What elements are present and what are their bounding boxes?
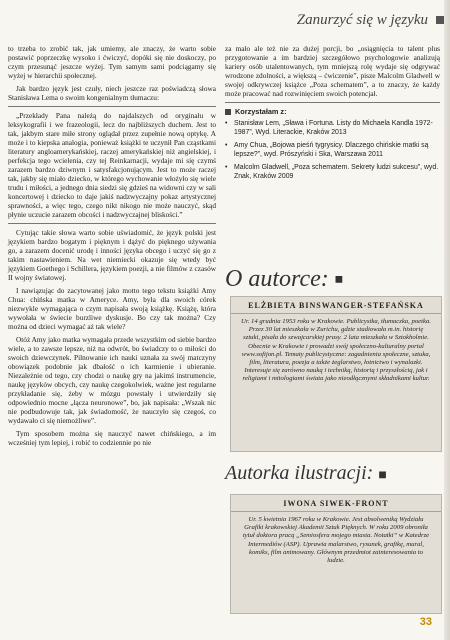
author-name: ELŻBIETA BINSWANGER-STEFAŃSKA [231, 297, 441, 314]
illustrator-bio-box [230, 494, 442, 614]
illustrator-bio: Ur. 5 kwietnia 1967 roku w Krakowie. Jest absolwentką Wydziału Grafiki krakowskiej Akademii Sztuk Pięknych. W roku 2009 obroniła tytuł doktora pracą „Semiosfera mojego miasta. Notatki” w Katedrze Intermediów (ASP). Uprawia malarstwo, rysunek, grafikę, mural, komiks, film animowany. Głównym przedmiot zainteresowania to ludzie. [242, 516, 430, 565]
heading-marker-icon: ■ [334, 272, 344, 288]
illustrator-name: IWONA SIWEK-FRONT [231, 495, 441, 512]
author-heading [225, 266, 440, 296]
left-column [8, 44, 216, 451]
left-paragraph-6: Tym sposobem można się nauczyć nawet chińskiego, a im wcześniej tym lepiej, i robić to codziennie po nie [8, 429, 216, 447]
sources-label: Korzystałam z: [235, 107, 287, 116]
source-item: • Stanisław Lem, „Sława i Fortuna. Listy do Michaela Kandla 1972-1987”, Wyd. Literackie, Kraków 2013 [225, 120, 440, 137]
quote-divider-top [8, 106, 216, 107]
page-edge [444, 0, 450, 640]
section-header [218, 6, 444, 34]
source-item: • Amy Chua, „Bojowa pieśń tygrysicy. Dlaczego chińskie matki są lepsze?”, wyd. Prószyński i Ska, Warszawa 2011 [225, 142, 440, 159]
left-paragraph-2: Jak bardzo język jest czuły, niech jeszcze raz poświadczą słowa Stanisława Lema o swoim kongenialnym tłumaczu: [8, 84, 216, 102]
illustrator-heading [225, 462, 440, 492]
quote-divider-bottom [8, 223, 216, 224]
illustrator-heading-text: Autorka ilustracji: [225, 462, 374, 484]
sources-marker-icon [225, 109, 231, 115]
right-paragraph-1: za mało ale też nie za dużej porcji, bo „osiągnięcia to talent plus przygotowanie a im bardziej szczegółowo psychologowie analizują kariery osób utalentowanych, tym mniejszą rolę wydaje się odgrywać wrodzone zdolności, a większą – ćwiczenie”, pisze Malcolm Gladwell w swojej odkrywczej książce „Poza schematem”, a to znaczy, że każdy może pracować nad rozwinięciem swoich potencjał. [225, 44, 440, 98]
section-title: Zanurzyć się w języku [296, 11, 428, 28]
heading-marker-icon: ■ [378, 468, 387, 483]
page-number: 33 [419, 616, 432, 628]
lem-quote: „Przekłady Pana należą do najdalszych od oryginału w leksykografii i we frazeologii, lecz do najbliższych duchem. Jest to tak, jakbym stare miłe strony oglądał przez zupełnie nową optykę. A może i to kiepska analogia, ponieważ książki te uczynił Pan cząstkami literatury angloamerykańskiej, raczej amerykańskiej niż angielskiej, i perfekcja tego wcielenia, czy tej Reinkarnacji, wydaje mi się czymś zarazem bardzo dziwnym i satysfakcjonującym. Jest to może raczej tak, jakby się miało dziecko, w którego wychowanie włożyło się wiele trudu i miłości, a jednego dnia siedzi się gdzieś na widowni czy w sali koncertowej i dziecko to daje jakiś nadzwyczajny pokaz artystycznej sprawności, a więc tego, czego nikt nikogo nie może nauczyć, skąd płynie uczucie zarazem obcości i nadzwyczajnej bliskości.” [8, 111, 216, 219]
section-marker-icon [436, 16, 444, 24]
left-paragraph-4: I nawiązując do zacytowanej jako motto tego tekstu książki Amy Chua: chińska matka w Ameryce. Amy, była dla swoich córek niezwykle wymagająca o czym napisała swoją książkę. Książę, która wywołała w świecie burzliwe dyskusje. Bo czy tak można? Czy można od dzieci wymagać aż tak wiele? [8, 286, 216, 331]
left-paragraph-5: Otóż Amy jako matka wymagała przede wszystkim od siebie bardzo wiele, a to zawsze lepsze, niż na odwrót, bo świadczy to o miłości do swoich dziewczynek. Pilnowanie ich nauki uznała za swój matczyny obowiązek podobnie jak dbałość o ich karmienie i ubieranie. Niezależnie od tego, czy chodzi o naukę gry na jakimś instrumencie, naukę języków obcych, czy naukę czegokolwiek, ważne jest regularne przykładanie się, żeby w mózgu powstały i utwierdziły się odpowiednio mocne „łącza neuronowe”, bo, jak napisała: „Wszak nic nie podbudowuje tak, jak świadomość, że nauczyło się czegoś, co wydawało ci się niemożliwe”. [8, 335, 216, 425]
left-paragraph-3: Cytując takie słowa warto sobie uświadomić, że język polski jest językiem bardzo bogatym i pięknym i dążyć do pięknego używania go, a zarazem docenić urodę i inności języka obcego i uczyć się go z takim nastawieniem. Na wet niemiecki okazuje się wtedy być językiem Goethego i Schillera, językiem poezji, a nie filmów z czasów II wojny światowej. [8, 228, 216, 282]
author-bio: Ur. 14 grudnia 1953 roku w Krakowie. Publicystka, tłumaczka, poetka. Przez 30 lat mieszkała w Zurichu, gdzie studiowała m.in. historię sztuki, pisała do szwajcarskiej prasy. 2 lata mieszkała w Sztokholmie. Obecnie w Krakowie i prowadzi swój społeczno-kulturalny portal www.sofijon.pl. Tematy publicystyczne: zagadnienia społeczne, sztuka, film, literatura, poezja a także żeglarstwo, łotnictwo i wynalazki. Interesuje się zarówno nauką i techniką, historią i przyszłością, jak i religiami i mitologiami świata jako nieodłącznymi składnikami kultur. [241, 318, 431, 383]
sources-heading [225, 107, 440, 116]
author-bio-box [230, 296, 442, 452]
author-heading-text: O autorce: [225, 266, 329, 292]
source-item: • Malcolm Gladwell, „Poza schematem. Sekrety ludzi sukcesu”, wyd. Znak, Kraków 2009 [225, 164, 440, 181]
sources-divider [225, 102, 440, 103]
sources-list [225, 120, 440, 181]
right-column [225, 44, 440, 186]
left-paragraph-1: to trzeba to zrobić tak, jak umiemy, ale znaczy, że warto sobie postawić poprzeczkę wysoko i ćwiczyć, dopóki się nie doskoczy, po czym przesunąć jeszcze wyżej. Tym samym sami podciągamy się wyżej w hierarchii społecznej. [8, 44, 216, 80]
